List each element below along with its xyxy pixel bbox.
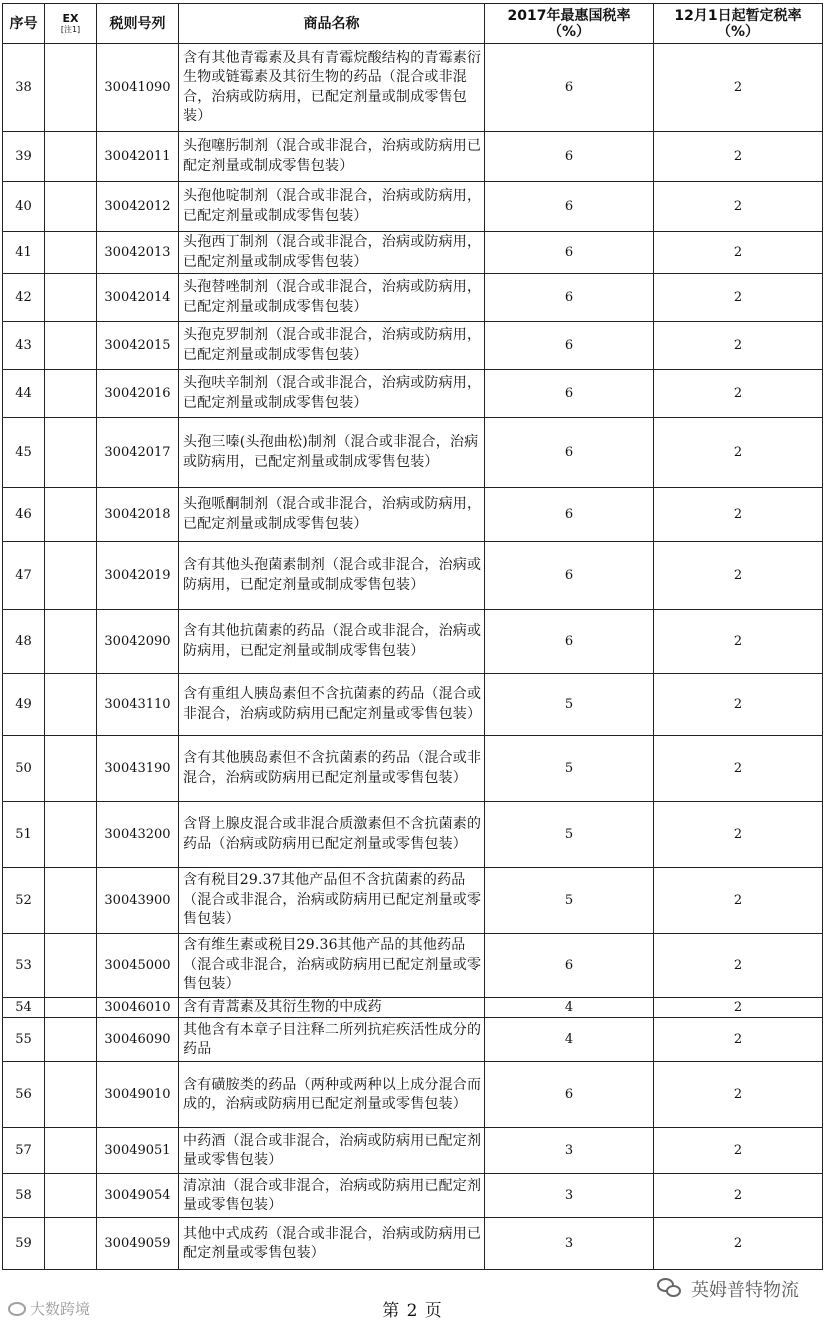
cell-code: 30045000 (97, 934, 179, 998)
cell-interim-rate: 2 (654, 610, 823, 674)
cell-seq: 40 (3, 182, 45, 232)
cell-code: 30049051 (97, 1128, 179, 1174)
header-interim-line2: （%） (716, 23, 760, 40)
table-row (3, 736, 823, 802)
watermark-right-text: 英姆普特物流 (691, 1280, 799, 1301)
cell-interim-rate: 2 (654, 232, 823, 274)
cell-ex (45, 370, 97, 418)
cell-seq: 58 (3, 1174, 45, 1218)
cell-code: 30042090 (97, 610, 179, 674)
cell-name: 头孢他啶制剂（混合或非混合，治病或防病用，已配定剂量或制成零售包装） (179, 182, 485, 232)
cell-interim-rate: 2 (654, 488, 823, 542)
cell-mfn-rate: 6 (485, 418, 654, 488)
table-row (3, 1018, 823, 1062)
header-code: 税则号列 (97, 4, 179, 44)
cell-interim-rate: 2 (654, 934, 823, 998)
table-row (3, 610, 823, 674)
cell-code: 30049010 (97, 1062, 179, 1128)
table-row (3, 1174, 823, 1218)
table-row (3, 934, 823, 998)
cell-name: 其他含有本章子目注释二所列抗疟疾活性成分的药品 (179, 1018, 485, 1062)
cell-ex (45, 542, 97, 610)
cell-name: 清凉油（混合或非混合，治病或防病用已配定剂量或零售包装） (179, 1174, 485, 1218)
cell-name: 含有重组人胰岛素但不含抗菌素的药品（混合或非混合，治病或防病用已配定剂量或零售包装） (179, 674, 485, 736)
cell-ex (45, 674, 97, 736)
table-row (3, 542, 823, 610)
cell-name: 含有磺胺类的药品（两种或两种以上成分混合而成的，治病或防病用已配定剂量或零售包装） (179, 1062, 485, 1128)
cell-name: 含有税目29.37其他产品但不含抗菌素的药品（混合或非混合，治病或防病用已配定剂量或零售包装） (179, 868, 485, 934)
header-seq: 序号 (3, 4, 45, 44)
cell-ex (45, 736, 97, 802)
table-body (3, 44, 823, 1270)
cell-code: 30042012 (97, 182, 179, 232)
cell-ex (45, 44, 97, 132)
cell-mfn-rate: 5 (485, 674, 654, 736)
cell-seq: 51 (3, 802, 45, 868)
table-row (3, 1128, 823, 1174)
cell-interim-rate: 2 (654, 674, 823, 736)
cell-interim-rate: 2 (654, 802, 823, 868)
cell-name: 含有其他头孢菌素制剂（混合或非混合，治病或防病用，已配定剂量或制成零售包装） (179, 542, 485, 610)
cell-ex (45, 232, 97, 274)
cell-mfn-rate: 6 (485, 610, 654, 674)
cell-ex (45, 1062, 97, 1128)
cell-seq: 49 (3, 674, 45, 736)
cell-seq: 47 (3, 542, 45, 610)
table-row (3, 998, 823, 1018)
cell-mfn-rate: 6 (485, 542, 654, 610)
cell-interim-rate: 2 (654, 998, 823, 1018)
cell-ex (45, 418, 97, 488)
cell-seq: 57 (3, 1128, 45, 1174)
cell-interim-rate: 2 (654, 1128, 823, 1174)
cell-mfn-rate: 5 (485, 868, 654, 934)
cell-mfn-rate: 6 (485, 934, 654, 998)
cell-name: 其他中式成药（混合或非混合，治病或防病用已配定剂量或零售包装） (179, 1218, 485, 1270)
cell-code: 30046010 (97, 998, 179, 1018)
cell-mfn-rate: 6 (485, 370, 654, 418)
cell-name: 头孢替唑制剂（混合或非混合，治病或防病用，已配定剂量或制成零售包装） (179, 274, 485, 322)
cell-name: 含有其他胰岛素但不含抗菌素的药品（混合或非混合，治病或防病用已配定剂量或零售包装） (179, 736, 485, 802)
table-row (3, 274, 823, 322)
cell-mfn-rate: 6 (485, 232, 654, 274)
table-row (3, 802, 823, 868)
cell-mfn-rate: 4 (485, 998, 654, 1018)
table-row (3, 182, 823, 232)
cell-name: 头孢克罗制剂（混合或非混合，治病或防病用，已配定剂量或制成零售包装） (179, 322, 485, 370)
header-name: 商品名称 (179, 4, 485, 44)
cell-code: 30042017 (97, 418, 179, 488)
cell-name: 含有其他抗菌素的药品（混合或非混合，治病或防病用，已配定剂量或制成零售包装） (179, 610, 485, 674)
cell-code: 30049054 (97, 1174, 179, 1218)
cell-interim-rate: 2 (654, 182, 823, 232)
cell-interim-rate: 2 (654, 44, 823, 132)
cell-ex (45, 488, 97, 542)
cell-code: 30046090 (97, 1018, 179, 1062)
cell-mfn-rate: 6 (485, 322, 654, 370)
cell-seq: 43 (3, 322, 45, 370)
cell-seq: 53 (3, 934, 45, 998)
cell-ex (45, 802, 97, 868)
cell-code: 30041090 (97, 44, 179, 132)
header-mfn-line1: 2017年最惠国税率 (507, 7, 631, 24)
cell-interim-rate: 2 (654, 418, 823, 488)
cell-code: 30042018 (97, 488, 179, 542)
table-row (3, 674, 823, 736)
cell-name: 头孢三嗪(头孢曲松)制剂（混合或非混合，治病或防病用，已配定剂量或制成零售包装） (179, 418, 485, 488)
cell-code: 30042013 (97, 232, 179, 274)
cell-ex (45, 1128, 97, 1174)
table-row (3, 1062, 823, 1128)
table-header-row (3, 4, 823, 44)
cell-mfn-rate: 6 (485, 1062, 654, 1128)
wechat-icon (657, 1278, 683, 1300)
cell-seq: 59 (3, 1218, 45, 1270)
cell-ex (45, 610, 97, 674)
cell-mfn-rate: 6 (485, 132, 654, 182)
cell-interim-rate: 2 (654, 736, 823, 802)
cell-seq: 42 (3, 274, 45, 322)
table-row (3, 44, 823, 132)
cell-name: 含肾上腺皮混合或非混合质激素但不含抗菌素的药品（治病或防病用已配定剂量或零售包装） (179, 802, 485, 868)
cell-interim-rate: 2 (654, 370, 823, 418)
cell-name: 含有其他青霉素及具有青霉烷酸结构的青霉素衍生物或链霉素及其衍生物的药品（混合或非混合，治病或防病用，已配定剂量或制成零售包装） (179, 44, 485, 132)
cell-ex (45, 1018, 97, 1062)
cell-seq: 55 (3, 1018, 45, 1062)
cell-seq: 54 (3, 998, 45, 1018)
cell-code: 30043190 (97, 736, 179, 802)
tariff-table (2, 3, 823, 1270)
cell-interim-rate: 2 (654, 322, 823, 370)
cell-code: 30049059 (97, 1218, 179, 1270)
cell-seq: 48 (3, 610, 45, 674)
cell-mfn-rate: 4 (485, 1018, 654, 1062)
cell-mfn-rate: 6 (485, 182, 654, 232)
cell-interim-rate: 2 (654, 1218, 823, 1270)
cell-interim-rate: 2 (654, 132, 823, 182)
cell-ex (45, 868, 97, 934)
cell-name: 头孢噻肟制剂（混合或非混合，治病或防病用已配定剂量或制成零售包装） (179, 132, 485, 182)
cell-mfn-rate: 3 (485, 1128, 654, 1174)
header-mfn-line2: （%） (547, 23, 591, 40)
cell-interim-rate: 2 (654, 1174, 823, 1218)
cell-ex (45, 132, 97, 182)
table-row (3, 322, 823, 370)
cell-interim-rate: 2 (654, 1018, 823, 1062)
page-number: 第 2 页 (382, 1301, 443, 1321)
cell-code: 30042014 (97, 274, 179, 322)
cell-ex (45, 934, 97, 998)
header-mfn-rate (485, 4, 654, 44)
cell-interim-rate: 2 (654, 1062, 823, 1128)
cell-code: 30042019 (97, 542, 179, 610)
cell-interim-rate: 2 (654, 542, 823, 610)
cell-mfn-rate: 6 (485, 44, 654, 132)
table-row (3, 488, 823, 542)
cell-code: 30043200 (97, 802, 179, 868)
cell-seq: 45 (3, 418, 45, 488)
cell-name: 含有青蒿素及其衍生物的中成药 (179, 998, 485, 1018)
cell-mfn-rate: 3 (485, 1218, 654, 1270)
cell-interim-rate: 2 (654, 868, 823, 934)
header-ex-note: [注1] (60, 25, 81, 34)
cell-code: 30042011 (97, 132, 179, 182)
cell-ex (45, 1218, 97, 1270)
table-row (3, 868, 823, 934)
header-interim-rate (654, 4, 823, 44)
cell-seq: 41 (3, 232, 45, 274)
cell-code: 30043900 (97, 868, 179, 934)
cell-mfn-rate: 5 (485, 736, 654, 802)
header-ex (45, 4, 97, 44)
cell-mfn-rate: 6 (485, 274, 654, 322)
cell-name: 头孢呋辛制剂（混合或非混合，治病或防病用，已配定剂量或制成零售包装） (179, 370, 485, 418)
table-row (3, 132, 823, 182)
cell-name: 头孢西丁制剂（混合或非混合，治病或防病用，已配定剂量或制成零售包装） (179, 232, 485, 274)
table-row (3, 418, 823, 488)
cell-seq: 46 (3, 488, 45, 542)
cell-seq: 56 (3, 1062, 45, 1128)
table-row (3, 232, 823, 274)
cell-seq: 52 (3, 868, 45, 934)
cell-interim-rate: 2 (654, 274, 823, 322)
cell-seq: 39 (3, 132, 45, 182)
cell-ex (45, 322, 97, 370)
cell-ex (45, 998, 97, 1018)
cell-seq: 50 (3, 736, 45, 802)
watermark-left-text: 大数跨境 (30, 1300, 91, 1318)
cell-ex (45, 1174, 97, 1218)
cell-mfn-rate: 5 (485, 802, 654, 868)
header-interim-line1: 12月1日起暂定税率 (674, 7, 802, 24)
cell-seq: 44 (3, 370, 45, 418)
table-row (3, 1218, 823, 1270)
cell-name: 头孢哌酮制剂（混合或非混合，治病或防病用，已配定剂量或制成零售包装） (179, 488, 485, 542)
header-ex-label: EX (62, 12, 79, 25)
cell-ex (45, 274, 97, 322)
table-row (3, 370, 823, 418)
cell-mfn-rate: 6 (485, 488, 654, 542)
watermark-right (657, 1276, 799, 1302)
cell-ex (45, 182, 97, 232)
cell-mfn-rate: 3 (485, 1174, 654, 1218)
cell-code: 30043110 (97, 674, 179, 736)
cell-code: 30042016 (97, 370, 179, 418)
cell-seq: 38 (3, 44, 45, 132)
cell-code: 30042015 (97, 322, 179, 370)
cell-name: 含有维生素或税目29.36其他产品的其他药品（混合或非混合，治病或防病用已配定剂量或零售包装） (179, 934, 485, 998)
cell-name: 中药酒（混合或非混合，治病或防病用已配定剂量或零售包装） (179, 1128, 485, 1174)
